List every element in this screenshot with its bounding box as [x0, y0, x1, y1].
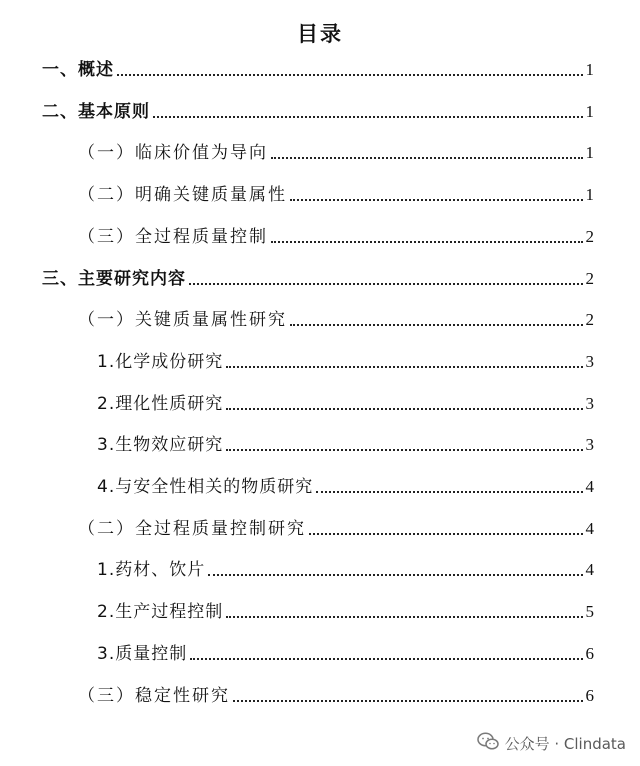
- toc-entry-label: （一）关键质量属性研究: [78, 310, 287, 330]
- toc-entry[interactable]: [97, 347, 594, 373]
- toc-entry[interactable]: [97, 389, 594, 415]
- watermark-text: 公众号 · Clindata: [504, 734, 626, 753]
- toc-page-number: 1: [585, 102, 594, 121]
- toc-entry-label: （一）临床价值为导向: [78, 143, 268, 163]
- toc-page-number: 1: [585, 60, 594, 79]
- toc-dot-leader: [316, 491, 582, 493]
- toc-page-number: 4: [585, 519, 594, 538]
- toc-entry-label: 3.生物效应研究: [97, 435, 224, 455]
- toc-dot-leader: [290, 199, 583, 201]
- toc-entry[interactable]: [42, 55, 594, 81]
- toc-entry[interactable]: [78, 514, 594, 540]
- toc-entry-label: （三）稳定性研究: [78, 686, 230, 706]
- toc-dot-leader: [226, 449, 582, 451]
- toc-dot-leader: [226, 366, 582, 368]
- toc-page-number: 3: [585, 435, 594, 454]
- toc-page-number: 4: [585, 560, 594, 579]
- toc-page-number: 2: [585, 227, 594, 246]
- toc-dot-leader: [309, 533, 583, 535]
- toc-dot-leader: [190, 658, 582, 660]
- toc-entry[interactable]: [97, 597, 594, 623]
- toc-title: 目录: [297, 22, 343, 46]
- toc-entry-label: 2.理化性质研究: [97, 394, 224, 414]
- toc-page-number: 3: [585, 352, 594, 371]
- toc-entry[interactable]: [97, 555, 594, 581]
- toc-dot-leader: [208, 574, 582, 576]
- toc-entry[interactable]: [78, 681, 594, 707]
- toc-entry-label: 1.化学成份研究: [97, 352, 224, 372]
- toc-dot-leader: [226, 616, 582, 618]
- toc-entry[interactable]: [97, 472, 594, 498]
- toc-dot-leader: [189, 283, 583, 285]
- toc-dot-leader: [290, 324, 583, 326]
- toc-page-number: 2: [585, 269, 594, 288]
- toc-entry-label: （二）明确关键质量属性: [78, 185, 287, 205]
- toc-entry[interactable]: [78, 180, 594, 206]
- toc-entry-label: 4.与安全性相关的物质研究: [97, 477, 314, 497]
- toc-entry-label: 二、基本原则: [42, 102, 150, 122]
- toc-entry-label: 三、主要研究内容: [42, 269, 186, 289]
- toc-dot-leader: [233, 700, 583, 702]
- toc-entry-label: 1.药材、饮片: [97, 560, 206, 580]
- toc-dot-leader: [153, 116, 583, 118]
- toc-dot-leader: [226, 408, 582, 410]
- toc-page-number: 6: [585, 686, 594, 705]
- toc-page-number: 2: [585, 310, 594, 329]
- toc-entry[interactable]: [42, 97, 594, 123]
- toc-entry[interactable]: [97, 430, 594, 456]
- toc-page-number: 4: [585, 477, 594, 496]
- toc-entry-label: 2.生产过程控制: [97, 602, 224, 622]
- toc-dot-leader: [271, 241, 583, 243]
- watermark: [477, 732, 626, 754]
- toc-entry-label: （二）全过程质量控制研究: [78, 519, 306, 539]
- toc-entry-label: （三）全过程质量控制: [78, 227, 268, 247]
- wechat-icon: [477, 732, 505, 754]
- toc-entry[interactable]: [78, 138, 594, 164]
- toc-entry[interactable]: [78, 305, 594, 331]
- toc-page-number: 6: [585, 644, 594, 663]
- toc-page-number: 1: [585, 143, 594, 162]
- toc-entry[interactable]: [42, 264, 594, 290]
- toc-page-number: 1: [585, 185, 594, 204]
- toc-dot-leader: [117, 74, 583, 76]
- toc-entry-label: 一、概述: [42, 60, 114, 80]
- toc-page-number: 3: [585, 394, 594, 413]
- toc-entry[interactable]: [97, 639, 594, 665]
- toc-entry[interactable]: [78, 222, 594, 248]
- toc-page-number: 5: [585, 602, 594, 621]
- toc-entry-label: 3.质量控制: [97, 644, 188, 664]
- toc-dot-leader: [271, 157, 583, 159]
